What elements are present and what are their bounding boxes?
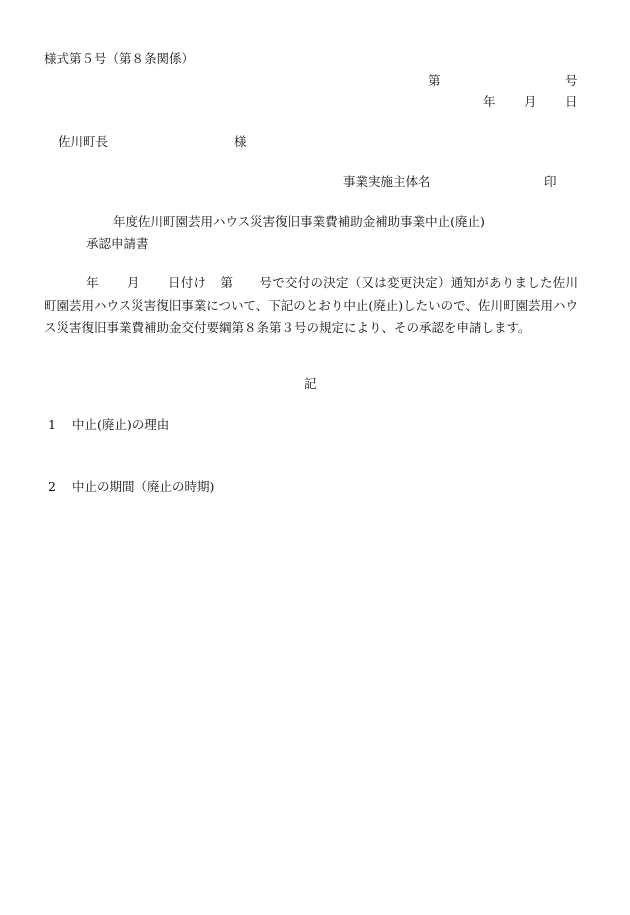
number-suffix: 号 (565, 73, 578, 88)
item-2-number: 2 (48, 479, 56, 494)
ki-heading: 記 (304, 376, 317, 391)
blank-number-prefix: 第 (220, 275, 234, 290)
addressee-honorific: 様 (234, 134, 247, 149)
seal-mark: 印 (544, 174, 557, 189)
item-1-number: 1 (48, 417, 56, 432)
blank-year: 年 (86, 275, 99, 290)
addressee-name: 佐川町長 (58, 134, 109, 149)
body-text: 号で交付の決定（又は変更決定）通知がありました佐川町園芸用ハウス災害復旧事業について、下記のとおり中止(廃止)したいので、佐川町園芸用ハウス災害復旧事業費補助金交付要綱第８条第３号の規定により、その承認を申請します。 (44, 275, 578, 336)
number-prefix: 第 (428, 73, 441, 88)
item-1-label: 中止(廃止)の理由 (72, 417, 170, 432)
body-paragraph (44, 272, 578, 340)
applicant-label: 事業実施主体名 (343, 174, 431, 189)
item-2-label: 中止の期間（廃止の時期) (72, 479, 215, 494)
title-line-2: 承認申請書 (86, 236, 149, 251)
blank-dated: 日付け (167, 275, 207, 290)
blank-month: 月 (126, 275, 140, 290)
date-month: 月 (524, 94, 537, 109)
date-day: 日 (565, 94, 578, 109)
form-label: 様式第５号（第８条関係） (44, 51, 195, 66)
title-line-1: 年度佐川町園芸用ハウス災害復旧事業費補助金補助事業中止(廃止) (113, 214, 485, 229)
date-year: 年 (483, 94, 496, 109)
